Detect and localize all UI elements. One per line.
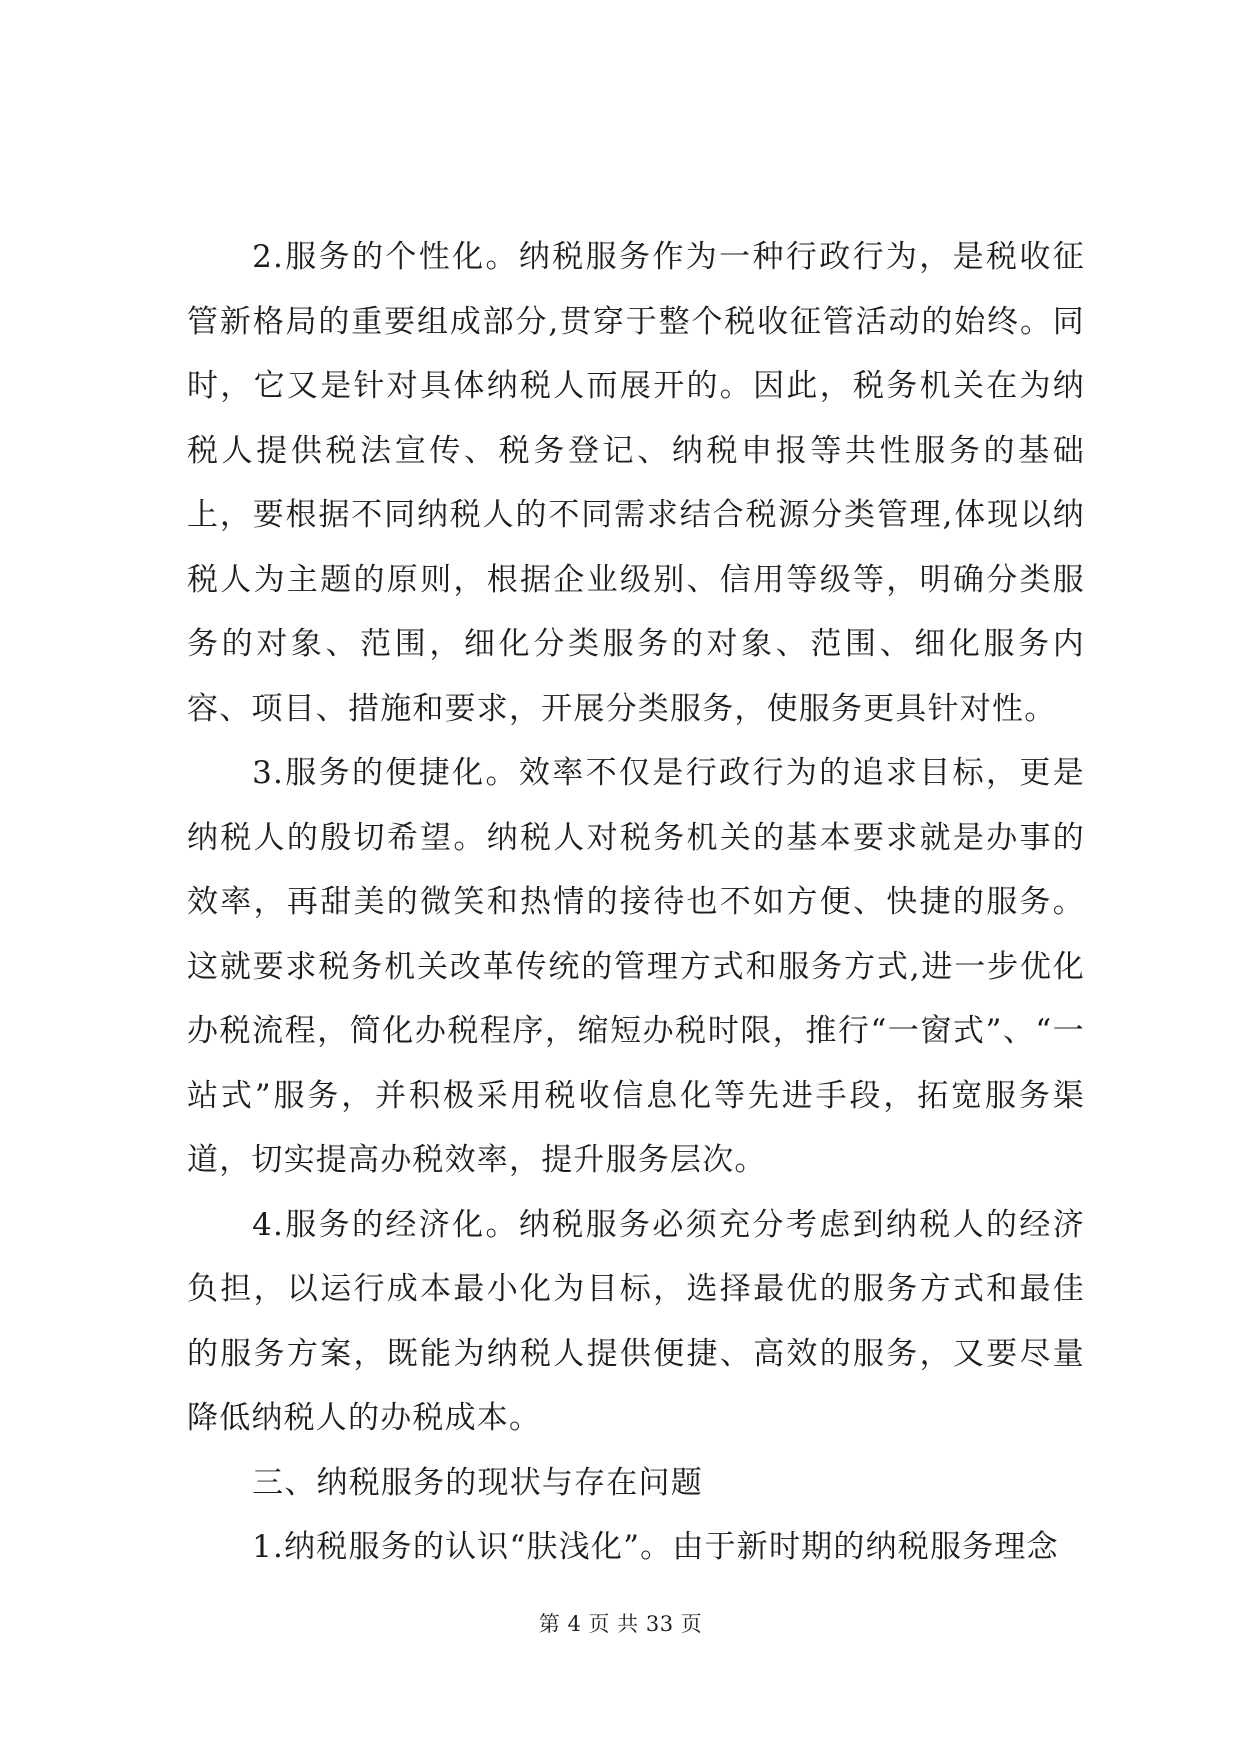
paragraph-service-economy: 4.服务的经济化。纳税服务必须充分考虑到纳税人的经济负担，以运行成本最小化为目标，选择最优的服务方式和最佳的服务方案，既能为纳税人提供便捷、高效的服务，又要尽量降低纳税人的办税成本。 bbox=[187, 1206, 1085, 1436]
section-heading-status-and-problems: 三、纳税服务的现状与存在问题 bbox=[252, 1464, 703, 1501]
document-body bbox=[187, 225, 1085, 1580]
paragraph-service-convenience: 3.服务的便捷化。效率不仅是行政行为的追求目标，更是纳税人的殷切希望。纳税人对税务机关的基本要求就是办事的效率，再甜美的微笑和热情的接待也不如方便、快捷的服务。这就要求税务机关改革传统的管理方式和服务方式,进一步优化办税流程，简化办税程序，缩短办税时限，推行“一窗式”、“一站式”服务，并积极采用税收信息化等先进手段，拓宽服务渠道，切实提高办税效率，提升服务层次。 bbox=[187, 755, 1085, 1178]
paragraph-service-awareness: 1.纳税服务的认识“肤浅化”。由于新时期的纳税服务理念 bbox=[252, 1529, 1059, 1565]
paragraph-service-personalization: 2.服务的个性化。纳税服务作为一种行政行为，是税收征管新格局的重要组成部分,贯穿于整个税收征管活动的始终。同时，它又是针对具体纳税人而展开的。因此，税务机关在为纳税人提供税法宣传、税务登记、纳税申报等共性服务的基础上，要根据不同纳税人的不同需求结合税源分类管理,体现以纳税人为主题的原则，根据企业级别、信用等级等，明确分类服务的对象、范围，细化分类服务的对象、范围、细化服务内容、项目、措施和要求，开展分类服务，使服务更具针对性。 bbox=[187, 239, 1085, 727]
page-number-footer: 第 4 页 共 33 页 bbox=[538, 1612, 703, 1636]
